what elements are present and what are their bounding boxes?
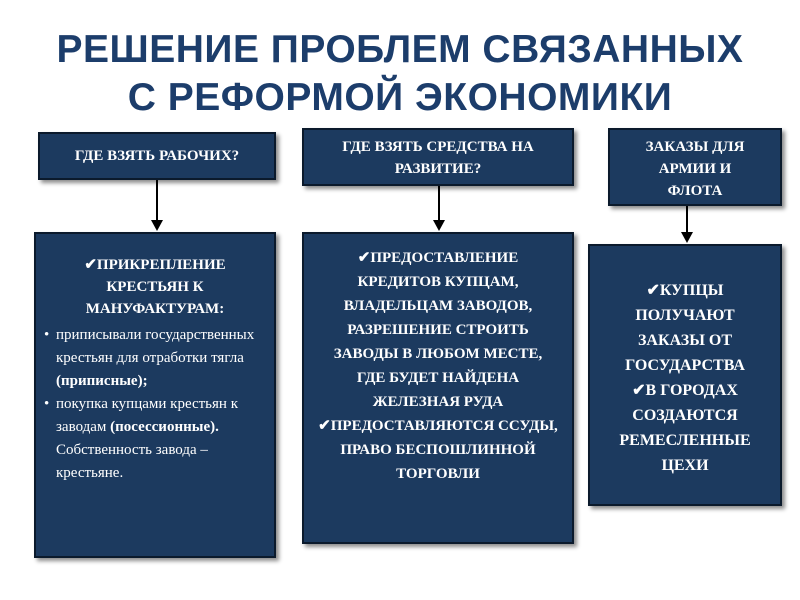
- answer-orders-item-1: ✔КУПЦЫ ПОЛУЧАЮТ ЗАКАЗЫ ОТ ГОСУДАРСТВА: [625, 282, 745, 374]
- answer-box-orders: [588, 244, 782, 506]
- answer-workers-tail: Собственность завода – крестьяне.: [56, 442, 208, 481]
- list-item: • покупка купцами крестьян к заводам (посессионные). Собственность завода – крестьяне.: [44, 393, 266, 485]
- question-box-funds: [302, 128, 574, 186]
- list-item: • приписывали государственных крестьян для отработки тягла (приписные);: [44, 324, 266, 393]
- arrow-down-3: [680, 206, 694, 244]
- answer-box-funds: [302, 232, 574, 544]
- answer-box-workers: [34, 232, 276, 558]
- question-box-workers: [38, 132, 276, 180]
- title-line-2: С РЕФОРМОЙ ЭКОНОМИКИ: [127, 76, 673, 119]
- question-orders-text: ЗАКАЗЫ ДЛЯ АРМИИ И ФЛОТА: [645, 139, 745, 199]
- page-title: [0, 26, 800, 122]
- title-line-1: РЕШЕНИЕ ПРОБЛЕМ СВЯЗАННЫХ: [56, 28, 744, 71]
- answer-workers-heading: ✔ПРИКРЕПЛЕНИЕ КРЕСТЬЯН К МАНУФАКТУРАМ:: [84, 257, 226, 317]
- arrow-down-2: [432, 186, 446, 232]
- question-box-orders: [608, 128, 782, 206]
- arrow-down-1: [150, 180, 164, 232]
- question-workers-text: ГДЕ ВЗЯТЬ РАБОЧИХ?: [74, 148, 240, 164]
- answer-funds-item-2: ✔ПРЕДОСТАВЛЯЮТСЯ ССУДЫ, ПРАВО БЕСПОШЛИННОЙ ТОРГОВЛИ: [318, 418, 558, 482]
- question-funds-text: ГДЕ ВЗЯТЬ СРЕДСТВА НА РАЗВИТИЕ?: [342, 139, 534, 177]
- answer-funds-item-1: ✔ПРЕДОСТАВЛЕНИЕ КРЕДИТОВ КУПЦАМ, ВЛАДЕЛЬЦАМ ЗАВОДОВ, РАЗРЕШЕНИЕ СТРОИТЬ ЗАВОДЫ В ЛЮБОМ МЕСТЕ, ГДЕ БУДЕТ НАЙДЕНА ЖЕЛЕЗНАЯ РУДА: [333, 250, 543, 410]
- answer-orders-item-2: ✔В ГОРОДАХ СОЗДАЮТСЯ РЕМЕСЛЕННЫЕ ЦЕХИ: [619, 382, 751, 474]
- answer-workers-list: [44, 324, 266, 485]
